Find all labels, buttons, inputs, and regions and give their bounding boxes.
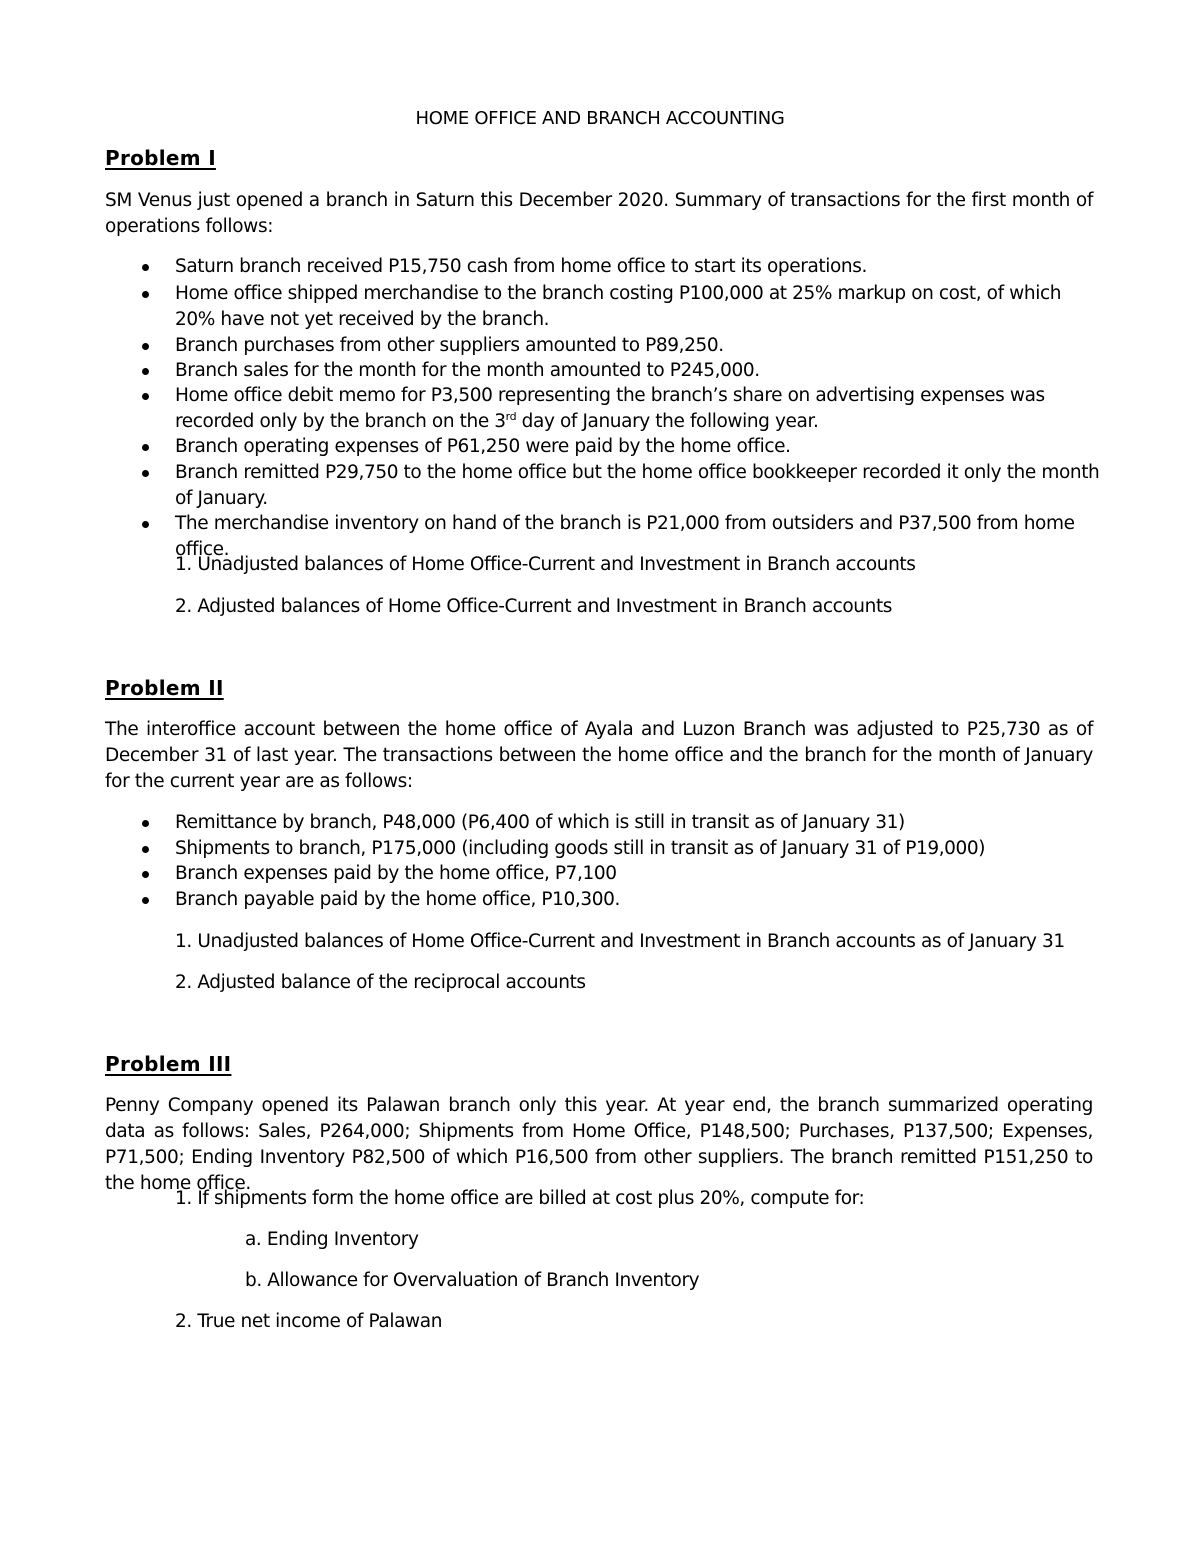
problem-3-intro: Penny Company opened its Palawan branch only this year. At year end, the branch summarized operating data as follows: Sales, P264,000; Shipments from Home Office, P148,500; Purchases, P137,500; Expenses, P71,500; Ending Inventory P82,500 of which P16,500 from other suppliers. The branch remitted P151,250 to the home office. xyxy=(105,1095,1093,1194)
problem-2-intro: The interoffice account between the home office of Ayala and Luzon Branch was adjusted to P25,730 as of December 31 of last year. The transactions between the home office and the branch for the month of January for the current year are as follows: xyxy=(105,719,1093,792)
list-item: Branch remitted P29,750 to the home office but the home office bookkeeper recorded it only the month of January. xyxy=(175,460,1100,512)
bullet-icon xyxy=(142,521,149,528)
problem-3-heading: Problem III xyxy=(105,1052,232,1076)
problem-3-question-1: 1. If shipments form the home office are billed at cost plus 20%, compute for: xyxy=(175,1188,865,1209)
list-item: Shipments to branch, P175,000 (including goods still in transit as of January 31 of P19,000) xyxy=(175,836,1100,862)
list-item: Remittance by branch, P48,000 (P6,400 of which is still in transit as of January 31) xyxy=(175,810,1100,836)
bullet-icon xyxy=(142,393,149,400)
problem-3-question-1b: b. Allowance for Overvaluation of Branch Inventory xyxy=(245,1270,700,1291)
list-item: Branch payable paid by the home office, P10,300. xyxy=(175,887,1100,913)
bullet-icon xyxy=(142,846,149,853)
problem-3-question-2: 2. True net income of Palawan xyxy=(175,1311,443,1332)
problem-2-question-2: 2. Adjusted balance of the reciprocal accounts xyxy=(175,972,586,993)
list-item: The merchandise inventory on hand of the branch is P21,000 from outsiders and P37,500 from home office. xyxy=(175,511,1100,563)
problem-1-question-1: 1. Unadjusted balances of Home Office-Current and Investment in Branch accounts xyxy=(175,554,916,575)
bullet-icon xyxy=(142,470,149,477)
problem-2-question-1: 1. Unadjusted balances of Home Office-Current and Investment in Branch accounts as of January 31 xyxy=(175,931,1065,952)
list-item: Home office shipped merchandise to the branch costing P100,000 at 25% markup on cost, of which 20% have not yet received by the branch. xyxy=(175,281,1100,333)
list-item: Branch purchases from other suppliers amounted to P89,250. xyxy=(175,333,1100,359)
list-item: Branch operating expenses of P61,250 were paid by the home office. xyxy=(175,434,1100,460)
problem-3-question-1a: a. Ending Inventory xyxy=(245,1229,419,1250)
bullet-icon xyxy=(142,368,149,375)
list-item: Branch expenses paid by the home office, P7,100 xyxy=(175,861,1100,887)
list-item: Home office debit memo for P3,500 representing the branch’s share on advertising expenses was recorded only by the branch on the 3rd day of January the following year. xyxy=(175,383,1100,435)
problem-1-heading: Problem I xyxy=(105,146,216,170)
problem-2-heading: Problem II xyxy=(105,676,224,700)
bullet-icon xyxy=(142,444,149,451)
list-item: Branch sales for the month for the month amounted to P245,000. xyxy=(175,358,1100,384)
problem-1-question-2: 2. Adjusted balances of Home Office-Current and Investment in Branch accounts xyxy=(175,596,893,617)
bullet-icon xyxy=(142,264,149,271)
problem-1-intro: SM Venus just opened a branch in Saturn this December 2020. Summary of transactions for the first month of operations follows: xyxy=(105,190,1093,237)
document-title: HOME OFFICE AND BRANCH ACCOUNTING xyxy=(415,108,785,129)
bullet-icon xyxy=(142,820,149,827)
bullet-icon xyxy=(142,291,149,298)
list-item: Saturn branch received P15,750 cash from home office to start its operations. xyxy=(175,254,1100,280)
bullet-icon xyxy=(142,343,149,350)
bullet-icon xyxy=(142,897,149,904)
bullet-icon xyxy=(142,871,149,878)
